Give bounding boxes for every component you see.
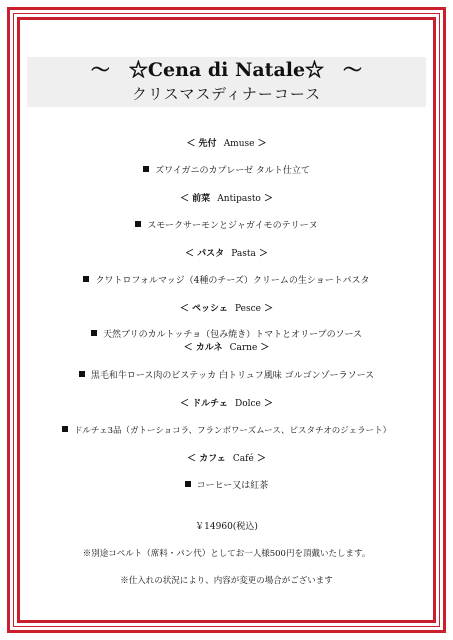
- angle-close: ＞: [259, 249, 269, 259]
- angle-close: ＞: [256, 454, 266, 464]
- course-heading-pasta: [27, 248, 426, 260]
- course-price: ￥14960(税込): [195, 522, 258, 532]
- square-bullet-icon: [83, 276, 89, 282]
- content-change-note: ※仕入れの状況により、内容が変更の場合がございます: [120, 576, 333, 586]
- square-bullet-icon: [79, 371, 85, 377]
- square-bullet-icon: [91, 330, 97, 336]
- dish-dolce: [27, 425, 426, 437]
- course-name-it: Pasta: [231, 249, 256, 259]
- dish-text: クワトロフォルマッジ（4種のチーズ）クリームの生ショートパスタ: [95, 276, 370, 286]
- angle-open: ＜: [186, 139, 196, 149]
- dish-antipasto: [27, 220, 426, 232]
- square-bullet-icon: [135, 221, 141, 227]
- square-bullet-icon: [143, 166, 149, 172]
- course-name-jp: カルネ: [195, 343, 223, 353]
- course-heading-amuse: [27, 138, 426, 150]
- course-name-jp: パスタ: [197, 249, 225, 259]
- angle-open: ＜: [179, 304, 189, 314]
- dish-cafe: [27, 480, 426, 492]
- course-heading-pesce: [27, 303, 426, 315]
- menu-subtitle: クリスマスディナーコース: [131, 85, 322, 103]
- course-name-jp: カフェ: [199, 454, 226, 464]
- course-name-it: Café: [232, 454, 254, 464]
- angle-open: ＜: [179, 399, 189, 409]
- angle-open: ＜: [179, 194, 189, 204]
- cover-charge-note: ※別途コペルト（席料・パン代）としてお一人様500円を頂戴いたします。: [82, 549, 371, 559]
- dish-text: 天然ブリのカルトッチョ（包み焼き）トマトとオリーブのソース: [102, 330, 363, 340]
- course-heading-carne: [27, 342, 426, 354]
- course-name-jp: 前菜: [192, 194, 211, 204]
- course-heading-dolce: [27, 398, 426, 410]
- course-name-it: Amuse: [223, 139, 255, 149]
- dish-text: コーヒー又は紅茶: [196, 481, 269, 491]
- angle-close: ＞: [264, 304, 274, 314]
- dish-text: ズワイガニのカプレーゼ タルト仕立て: [155, 166, 310, 176]
- dish-text: スモークサーモンとジャガイモのテリーヌ: [147, 221, 318, 231]
- angle-close: ＞: [257, 139, 267, 149]
- course-name-jp: ドルチェ: [192, 399, 228, 409]
- angle-close: ＞: [264, 399, 274, 409]
- course-name-jp: 先付: [198, 139, 217, 149]
- dish-pesce: [27, 329, 426, 341]
- course-name-it: Antipasto: [217, 194, 261, 204]
- angle-open: ＜: [187, 454, 197, 464]
- course-name-it: Carne: [229, 343, 258, 353]
- dish-text: ドルチェ3品（ガトーショコラ、フランボワーズムース、ピスタチオのジェラート）: [73, 426, 392, 436]
- course-heading-antipasto: [27, 193, 426, 205]
- course-name-jp: ペッシェ: [192, 304, 228, 314]
- angle-close: ＞: [260, 343, 270, 353]
- course-heading-cafe: [27, 453, 426, 465]
- dish-pasta: [27, 275, 426, 287]
- angle-open: ＜: [184, 249, 194, 259]
- angle-open: ＜: [183, 343, 193, 353]
- dish-amuse: [27, 165, 426, 177]
- dish-text: 黒毛和牛ロース肉のビステッカ 白トリュフ風味 ゴルゴンゾーラソース: [90, 371, 375, 381]
- square-bullet-icon: [185, 481, 191, 487]
- angle-close: ＞: [264, 194, 274, 204]
- square-bullet-icon: [62, 426, 68, 432]
- course-name-it: Pesce: [235, 304, 261, 314]
- course-name-it: Dolce: [234, 399, 261, 409]
- menu-title: ～ ☆Cena di Natale☆ ～: [90, 59, 363, 81]
- dish-carne: [27, 370, 426, 382]
